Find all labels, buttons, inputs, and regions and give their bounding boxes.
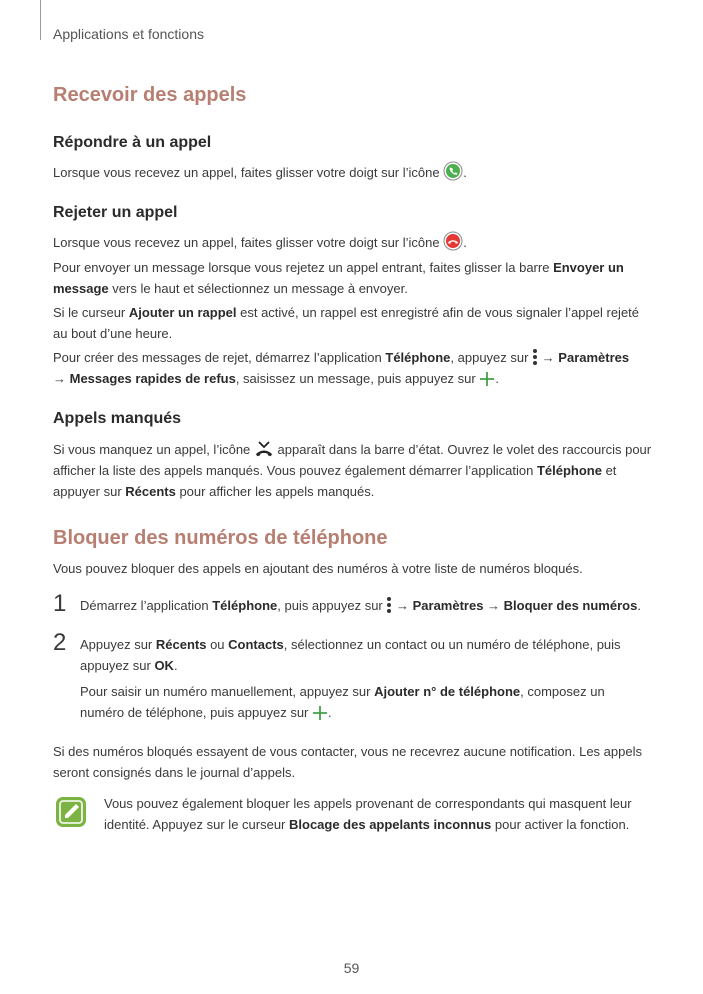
blocked-closing-paragraph: Si des numéros bloqués essayent de vous contacter, vous ne recevrez aucune notification. Les appels seront consignés dans le journal d’appels. bbox=[53, 744, 642, 780]
page-header: Applications et fonctions bbox=[53, 26, 204, 42]
step-2-subtext: Pour saisir un numéro manuellement, appuyez sur Ajouter n° de téléphone, composez un numéro de téléphone, puis appuyez sur . bbox=[80, 684, 605, 720]
reject-paragraph-3: Si le curseur Ajouter un rappel est activé, un rappel est enregistré afin de vous signaler l’appel rejeté au bout d’une heure. bbox=[53, 305, 640, 341]
answer-paragraph: Lorsque vous recevez un appel, faites glisser votre doigt sur l’icône . bbox=[53, 161, 653, 183]
page-number: 59 bbox=[343, 960, 360, 976]
step-1-text: Démarrez l’application Téléphone, puis appuyez sur → Paramètres → Bloquer des numéros. bbox=[80, 598, 641, 613]
subsection-title-missed: Appels manqués bbox=[53, 410, 182, 427]
step-2-number: 2 bbox=[53, 629, 67, 656]
note-paragraph: Vous pouvez également bloquer les appels provenant de correspondants qui masquent leur identité. Appuyez sur le curseur Blocage des appelants inconnus pour activer la fonction. bbox=[104, 796, 632, 832]
subsection-title-answer: Répondre à un appel bbox=[53, 134, 212, 151]
step-1-number: 1 bbox=[53, 590, 67, 617]
add-icon bbox=[479, 371, 495, 387]
header-rule bbox=[40, 0, 41, 40]
missed-paragraph: Si vous manquez un appel, l’icône apparaît dans la barre d’état. Ouvrez le volet des raccourcis pour afficher la liste des appels manqués. Vous pouvez également démarrer l’application Téléphone et appuyer sur Récents pour afficher les appels manqués. bbox=[53, 442, 652, 499]
answer-call-icon bbox=[443, 161, 463, 181]
reject-paragraph-4: Pour créer des messages de rejet, démarrez l’application Téléphone, appuyez sur → Paramètres → Messages rapides de refus, saisissez un message, puis appuyez sur . bbox=[53, 350, 630, 386]
step-2-text: Appuyez sur Récents ou Contacts, sélectionnez un contact ou un numéro de téléphone, puis appuyez sur OK. bbox=[80, 637, 621, 673]
reject-paragraph-2: Pour envoyer un message lorsque vous rejetez un appel entrant, faites glisser la barre Envoyer un message vers le haut et sélectionnez un message à envoyer. bbox=[53, 260, 624, 296]
block-intro: Vous pouvez bloquer des appels en ajoutant des numéros à votre liste de numéros bloqués. bbox=[53, 561, 583, 576]
note-icon bbox=[54, 795, 88, 834]
reject-call-icon bbox=[443, 231, 463, 251]
add-icon bbox=[312, 705, 328, 721]
subsection-title-reject: Rejeter un appel bbox=[53, 204, 178, 221]
section-title-block-numbers: Bloquer des numéros de téléphone bbox=[53, 527, 388, 549]
reject-paragraph-1: Lorsque vous recevez un appel, faites glisser votre doigt sur l’icône . bbox=[53, 231, 653, 253]
section-title-receive-calls: Recevoir des appels bbox=[53, 84, 247, 106]
missed-call-icon bbox=[254, 440, 274, 458]
